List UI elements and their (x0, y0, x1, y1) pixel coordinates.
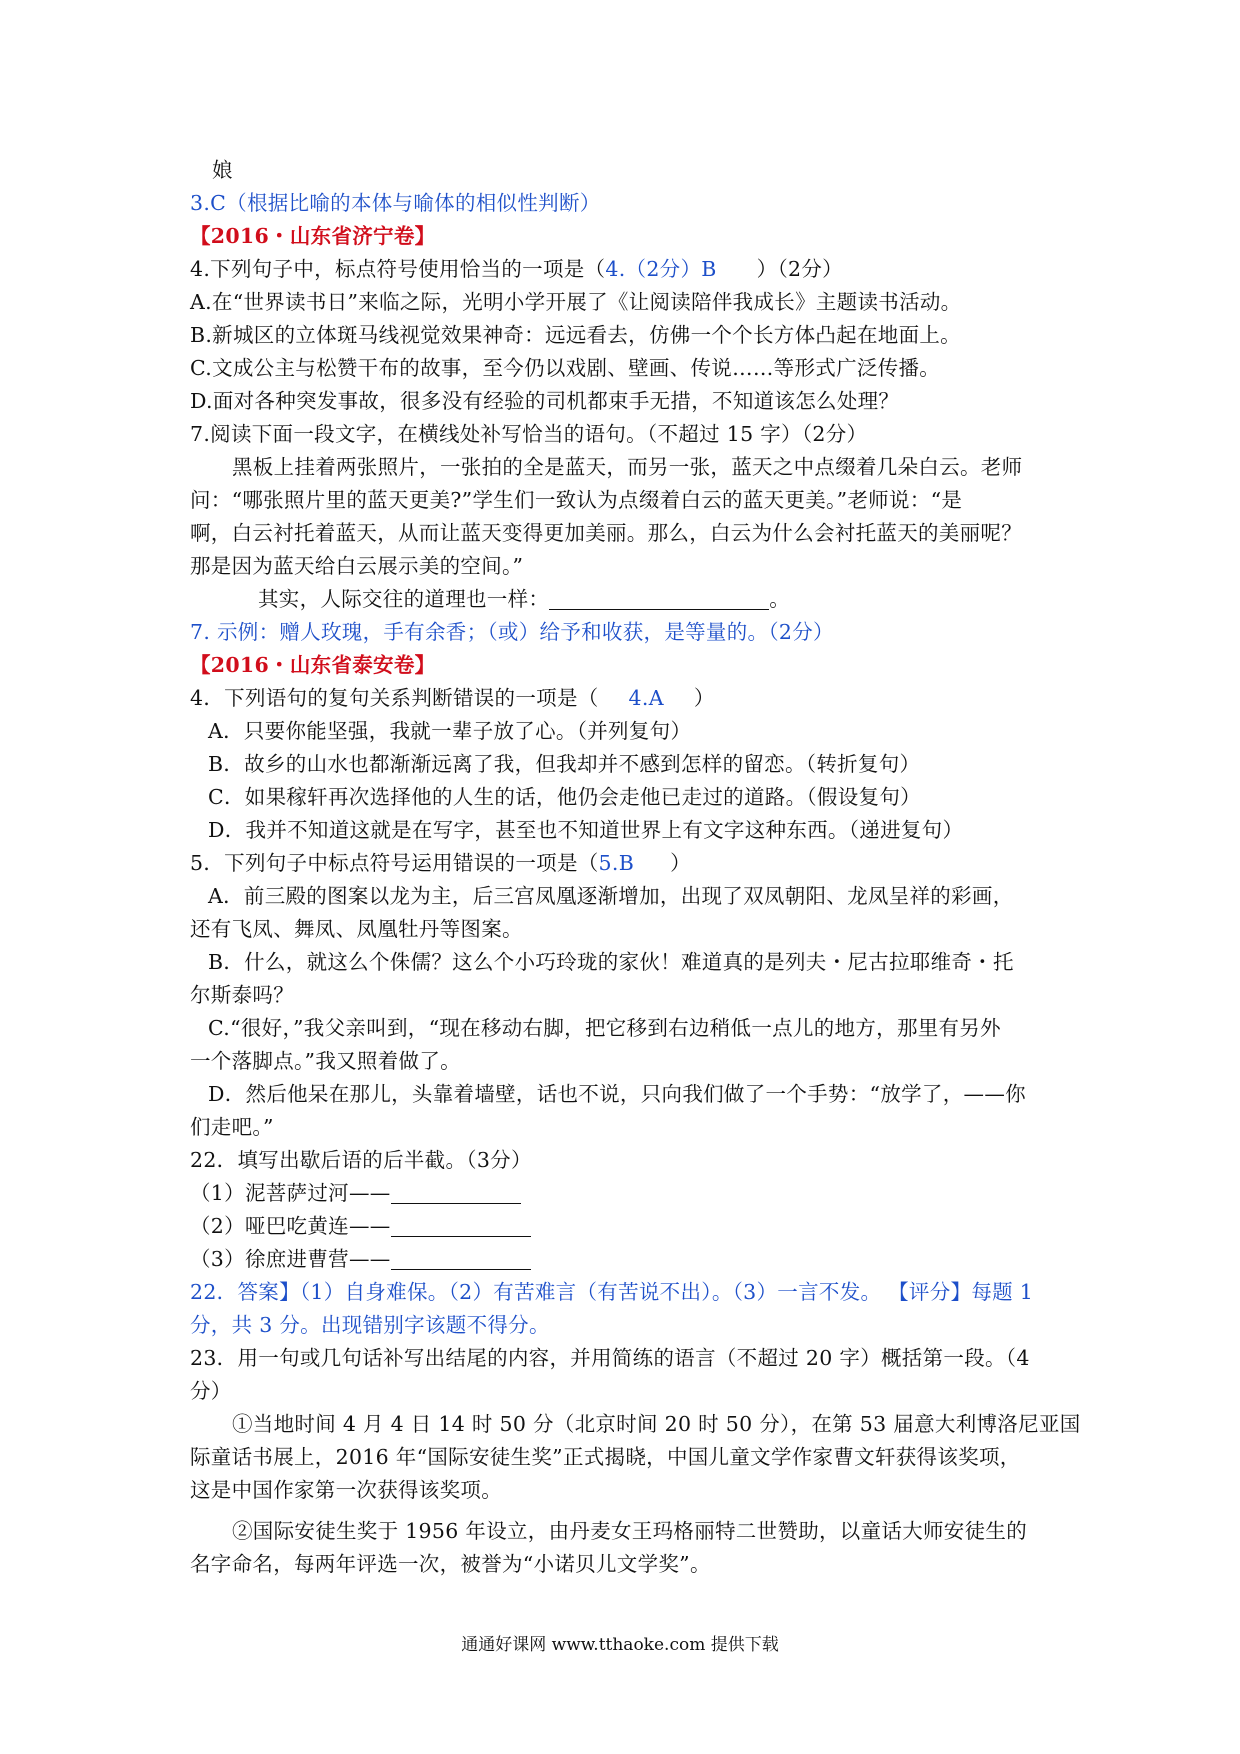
option-line: A.在“世界读书日”来临之际，光明小学开展了《让阅读陪伴我成长》主题读书活动。 (190, 290, 962, 314)
question-line (190, 682, 715, 715)
passage-line: 那是因为蓝天给白云展示美的空间。” (190, 554, 524, 578)
passage-line: 名字命名，每两年评选一次，被誉为“小诺贝儿文学奖”。 (190, 1552, 711, 1576)
question-text: 5．下列句子中标点符号运用错误的一项是（ (190, 851, 599, 875)
question-line: 22．填写出歇后语的后半截。（3分） (190, 1148, 532, 1172)
passage-line: 啊，白云衬托着蓝天，从而让蓝天变得更加美丽。那么，白云为什么会衬托蓝天的美丽呢？ (190, 521, 1022, 545)
fill-blank-line (190, 1210, 531, 1243)
answer-line: 7. 示例：赠人玫瑰，手有余香；（或）给予和收获，是等量的。（2分） (190, 620, 834, 644)
fill-blank-line (258, 583, 790, 616)
passage-line: 问：“哪张照片里的蓝天更美?”学生们一致认为点缀着白云的蓝天更美。”老师说：“是 (190, 488, 963, 512)
option-line: B．故乡的山水也都渐渐远离了我，但我却并不感到怎样的留恋。（转折复句） (208, 752, 921, 776)
inline-answer: 4.A (628, 686, 664, 710)
fill-blank-line (190, 1243, 531, 1276)
option-line: D.面对各种突发事故，很多没有经验的司机都束手无措，不知道该怎么处理？ (190, 389, 900, 413)
option-line: 尔斯泰吗？ (190, 983, 294, 1007)
page-footer: 通通好课网 www.tthaoke.com 提供下载 (461, 1635, 779, 1655)
question-bracket: ） (670, 851, 691, 875)
question-text: 4.下列句子中，标点符号使用恰当的一项是（ (190, 257, 606, 281)
fill-prompt: 其实，人际交往的道理也一样： (258, 587, 550, 611)
option-line: 还有飞凤、舞凤、凤凰牡丹等图案。 (190, 917, 523, 941)
answer-line: 3.C（根据比喻的本体与喻体的相似性判断） (190, 191, 601, 215)
question-bracket: ） (693, 686, 715, 710)
option-line: A．前三殿的图案以龙为主，后三宫凤凰逐渐增加，出现了双凤朝阳、龙凤呈祥的彩画， (208, 884, 1014, 908)
inline-answer: 4.（2分）B (605, 257, 717, 281)
inline-answer: 5.B (598, 851, 635, 875)
option-line: 一个落脚点。”我又照着做了。 (190, 1049, 461, 1073)
question-line (190, 253, 843, 286)
question-line: 分） (190, 1379, 232, 1403)
question-line (190, 847, 691, 880)
fill-prompt: （1）泥菩萨过河—— (190, 1181, 391, 1205)
answer-blank (391, 1247, 531, 1270)
question-line: 23．用一句或几句话补写出结尾的内容，并用简练的语言（不超过 20 字）概括第一段。（4 (190, 1346, 1030, 1370)
text-line: 娘 (212, 158, 233, 182)
answer-line: 22．答案】（1）自身难保。（2）有苦难言（有苦说不出）。（3）一言不发。 【评分】每题 1 (190, 1280, 1034, 1304)
answer-blank (391, 1214, 531, 1237)
passage-line: 黑板上挂着两张照片，一张拍的全是蓝天，而另一张，蓝天之中点缀着几朵白云。老师 (232, 455, 1023, 479)
passage-line: 际童话书展上，2016 年“国际安徒生奖”正式揭晓，中国儿童文学作家曹文轩获得该奖项， (190, 1445, 1021, 1469)
option-line: A．只要你能坚强，我就一辈子放了心。（并列复句） (208, 719, 692, 743)
question-text: 4．下列语句的复句关系判断错误的一项是（ (190, 686, 599, 710)
answer-blank (549, 587, 769, 610)
section-heading: 【2016・山东省泰安卷】 (190, 653, 436, 677)
question-line: 7.阅读下面一段文字，在横线处补写恰当的语句。（不超过 15 字）（2分） (190, 422, 868, 446)
option-line: B.新城区的立体斑马线视觉效果神奇：远远看去，仿佛一个个长方体凸起在地面上。 (190, 323, 961, 347)
option-line: B．什么，就这么个侏儒？这么个小巧玲珑的家伙！难道真的是列夫・尼古拉耶维奇・托 (208, 950, 1014, 974)
question-score: ）（2分） (756, 257, 843, 281)
passage-line: ①当地时间 4 月 4 日 14 时 50 分（北京时间 20 时 50 分），在第 53 届意大利博洛尼亚国 (232, 1412, 1081, 1436)
answer-blank (391, 1181, 521, 1204)
option-line: D．我并不知道这就是在写字，甚至也不知道世界上有文字这种东西。（递进复句） (208, 818, 964, 842)
option-line: C.文成公主与松赞干布的故事，至今仍以戏剧、壁画、传说……等形式广泛传播。 (190, 356, 941, 380)
passage-line: ②国际安徒生奖于 1956 年设立，由丹麦女王玛格丽特二世赞助，以童话大师安徒生的 (232, 1519, 1028, 1543)
passage-line: 这是中国作家第一次获得该奖项。 (190, 1478, 502, 1502)
section-heading: 【2016・山东省济宁卷】 (190, 224, 436, 248)
fill-blank-line (190, 1177, 521, 1210)
period: 。 (769, 587, 791, 611)
option-line: C．如果稼轩再次选择他的人生的话，他仍会走他已走过的道路。（假设复句） (208, 785, 921, 809)
fill-prompt: （3）徐庶进曹营—— (190, 1247, 391, 1271)
fill-prompt: （2）哑巴吃黄连—— (190, 1214, 391, 1238)
answer-line: 分，共 3 分。出现错别字该题不得分。 (190, 1313, 550, 1337)
option-line: C.“很好，”我父亲叫到，“现在移动右脚，把它移到右边稍低一点儿的地方，那里有另外 (208, 1016, 1001, 1040)
option-line: D．然后他呆在那儿，头靠着墙壁，话也不说，只向我们做了一个手势：“放学了，——你 (208, 1082, 1026, 1106)
option-line: 们走吧。” (190, 1115, 274, 1139)
